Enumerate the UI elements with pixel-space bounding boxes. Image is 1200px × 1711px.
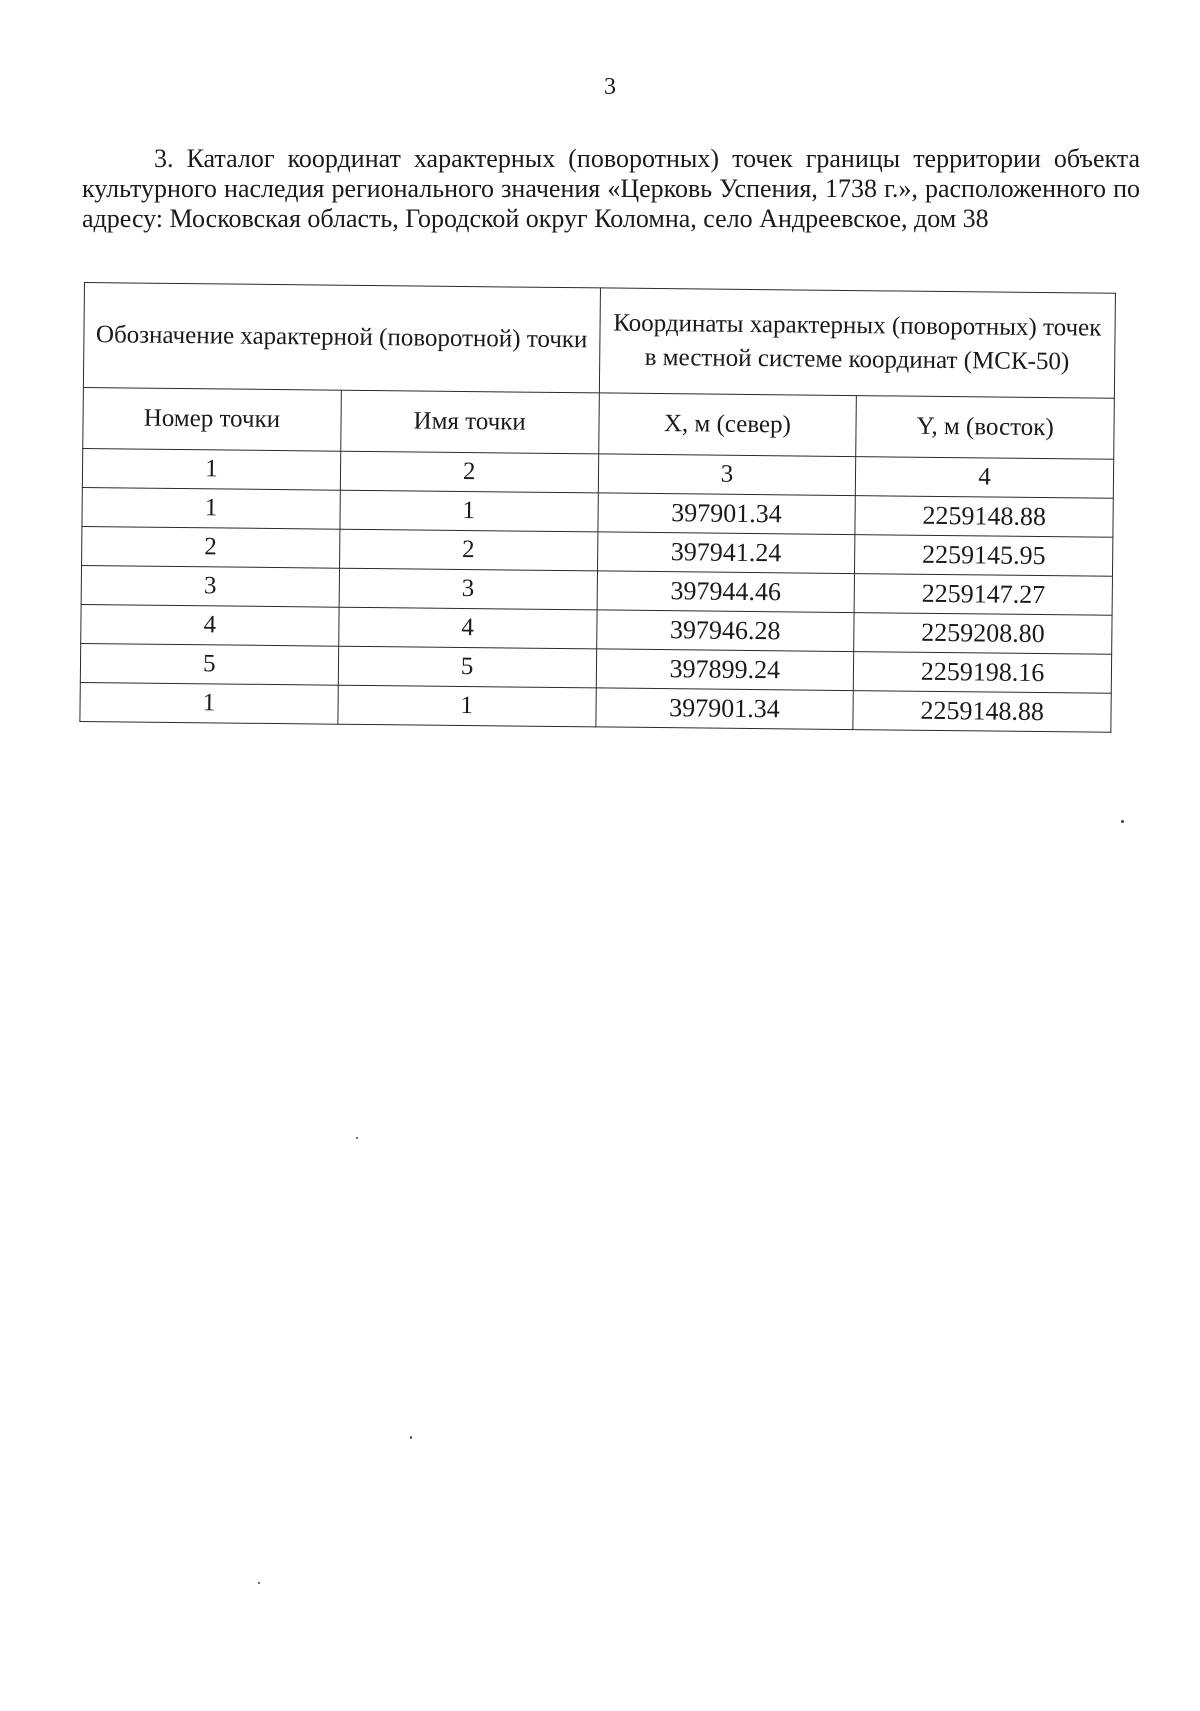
coordinates-catalog-table — [79, 282, 1116, 733]
designation-group-header: Обозначение характерной (поворотной) точки — [83, 283, 600, 393]
coordinates-group-header: Координаты характерных (поворотных) точек в местной системе координат (МСК-50) — [599, 288, 1116, 398]
scan-speck — [1121, 820, 1124, 823]
point-number-cell: 2 — [82, 526, 340, 568]
table-group-header-row — [83, 283, 1115, 399]
point-name-cell: 1 — [338, 685, 596, 727]
x-coordinate-cell: 397944.46 — [597, 571, 855, 613]
point-number-header: Номер точки — [83, 387, 341, 451]
y-coordinate-cell: 2259198.16 — [854, 652, 1112, 694]
point-name-cell: 2 — [339, 529, 597, 571]
scan-speck — [356, 1137, 358, 1139]
point-name-cell: 5 — [338, 646, 596, 688]
y-coordinate-cell: 2259148.88 — [855, 496, 1113, 538]
point-name-cell: 3 — [339, 568, 597, 610]
coordinates-table-container — [79, 282, 1116, 733]
column-number-cell: 3 — [598, 454, 856, 496]
point-number-cell: 1 — [82, 487, 340, 529]
table-column-header-row — [83, 387, 1115, 459]
x-coordinate-header: X, м (север) — [598, 393, 856, 457]
y-coordinate-header: Y, м (восток) — [856, 396, 1114, 460]
y-coordinate-cell: 2259145.95 — [855, 535, 1113, 577]
point-number-cell: 5 — [80, 643, 338, 685]
y-coordinate-cell: 2259208.80 — [854, 613, 1112, 655]
x-coordinate-cell: 397941.24 — [597, 532, 855, 574]
x-coordinate-cell: 397899.24 — [596, 649, 854, 691]
column-number-cell: 1 — [82, 448, 340, 490]
y-coordinate-cell: 2259148.88 — [853, 691, 1111, 733]
scan-speck — [410, 1436, 412, 1439]
scan-speck — [258, 1582, 260, 1584]
page-number: 3 — [604, 74, 616, 100]
point-name-cell: 4 — [338, 607, 596, 649]
point-name-header: Имя точки — [340, 390, 598, 454]
section-intro-text: 3. Каталог координат характерных (поворотных) точек границы территории объекта культурного наследия регионального значения «Церковь Успения, 1738 г.», расположенного по адресу: Московская область, Городской округ Коломна, село Андреевское, дом 38 — [82, 144, 1140, 233]
x-coordinate-cell: 397901.34 — [595, 688, 853, 730]
point-name-cell: 1 — [340, 490, 598, 532]
point-number-cell: 1 — [80, 682, 338, 724]
section-intro-paragraph — [82, 144, 1140, 234]
y-coordinate-cell: 2259147.27 — [854, 574, 1112, 616]
column-number-cell: 2 — [340, 451, 598, 493]
point-number-cell: 3 — [81, 565, 339, 607]
x-coordinate-cell: 397946.28 — [596, 610, 854, 652]
column-number-cell: 4 — [856, 457, 1114, 499]
x-coordinate-cell: 397901.34 — [597, 493, 855, 535]
point-number-cell: 4 — [81, 604, 339, 646]
